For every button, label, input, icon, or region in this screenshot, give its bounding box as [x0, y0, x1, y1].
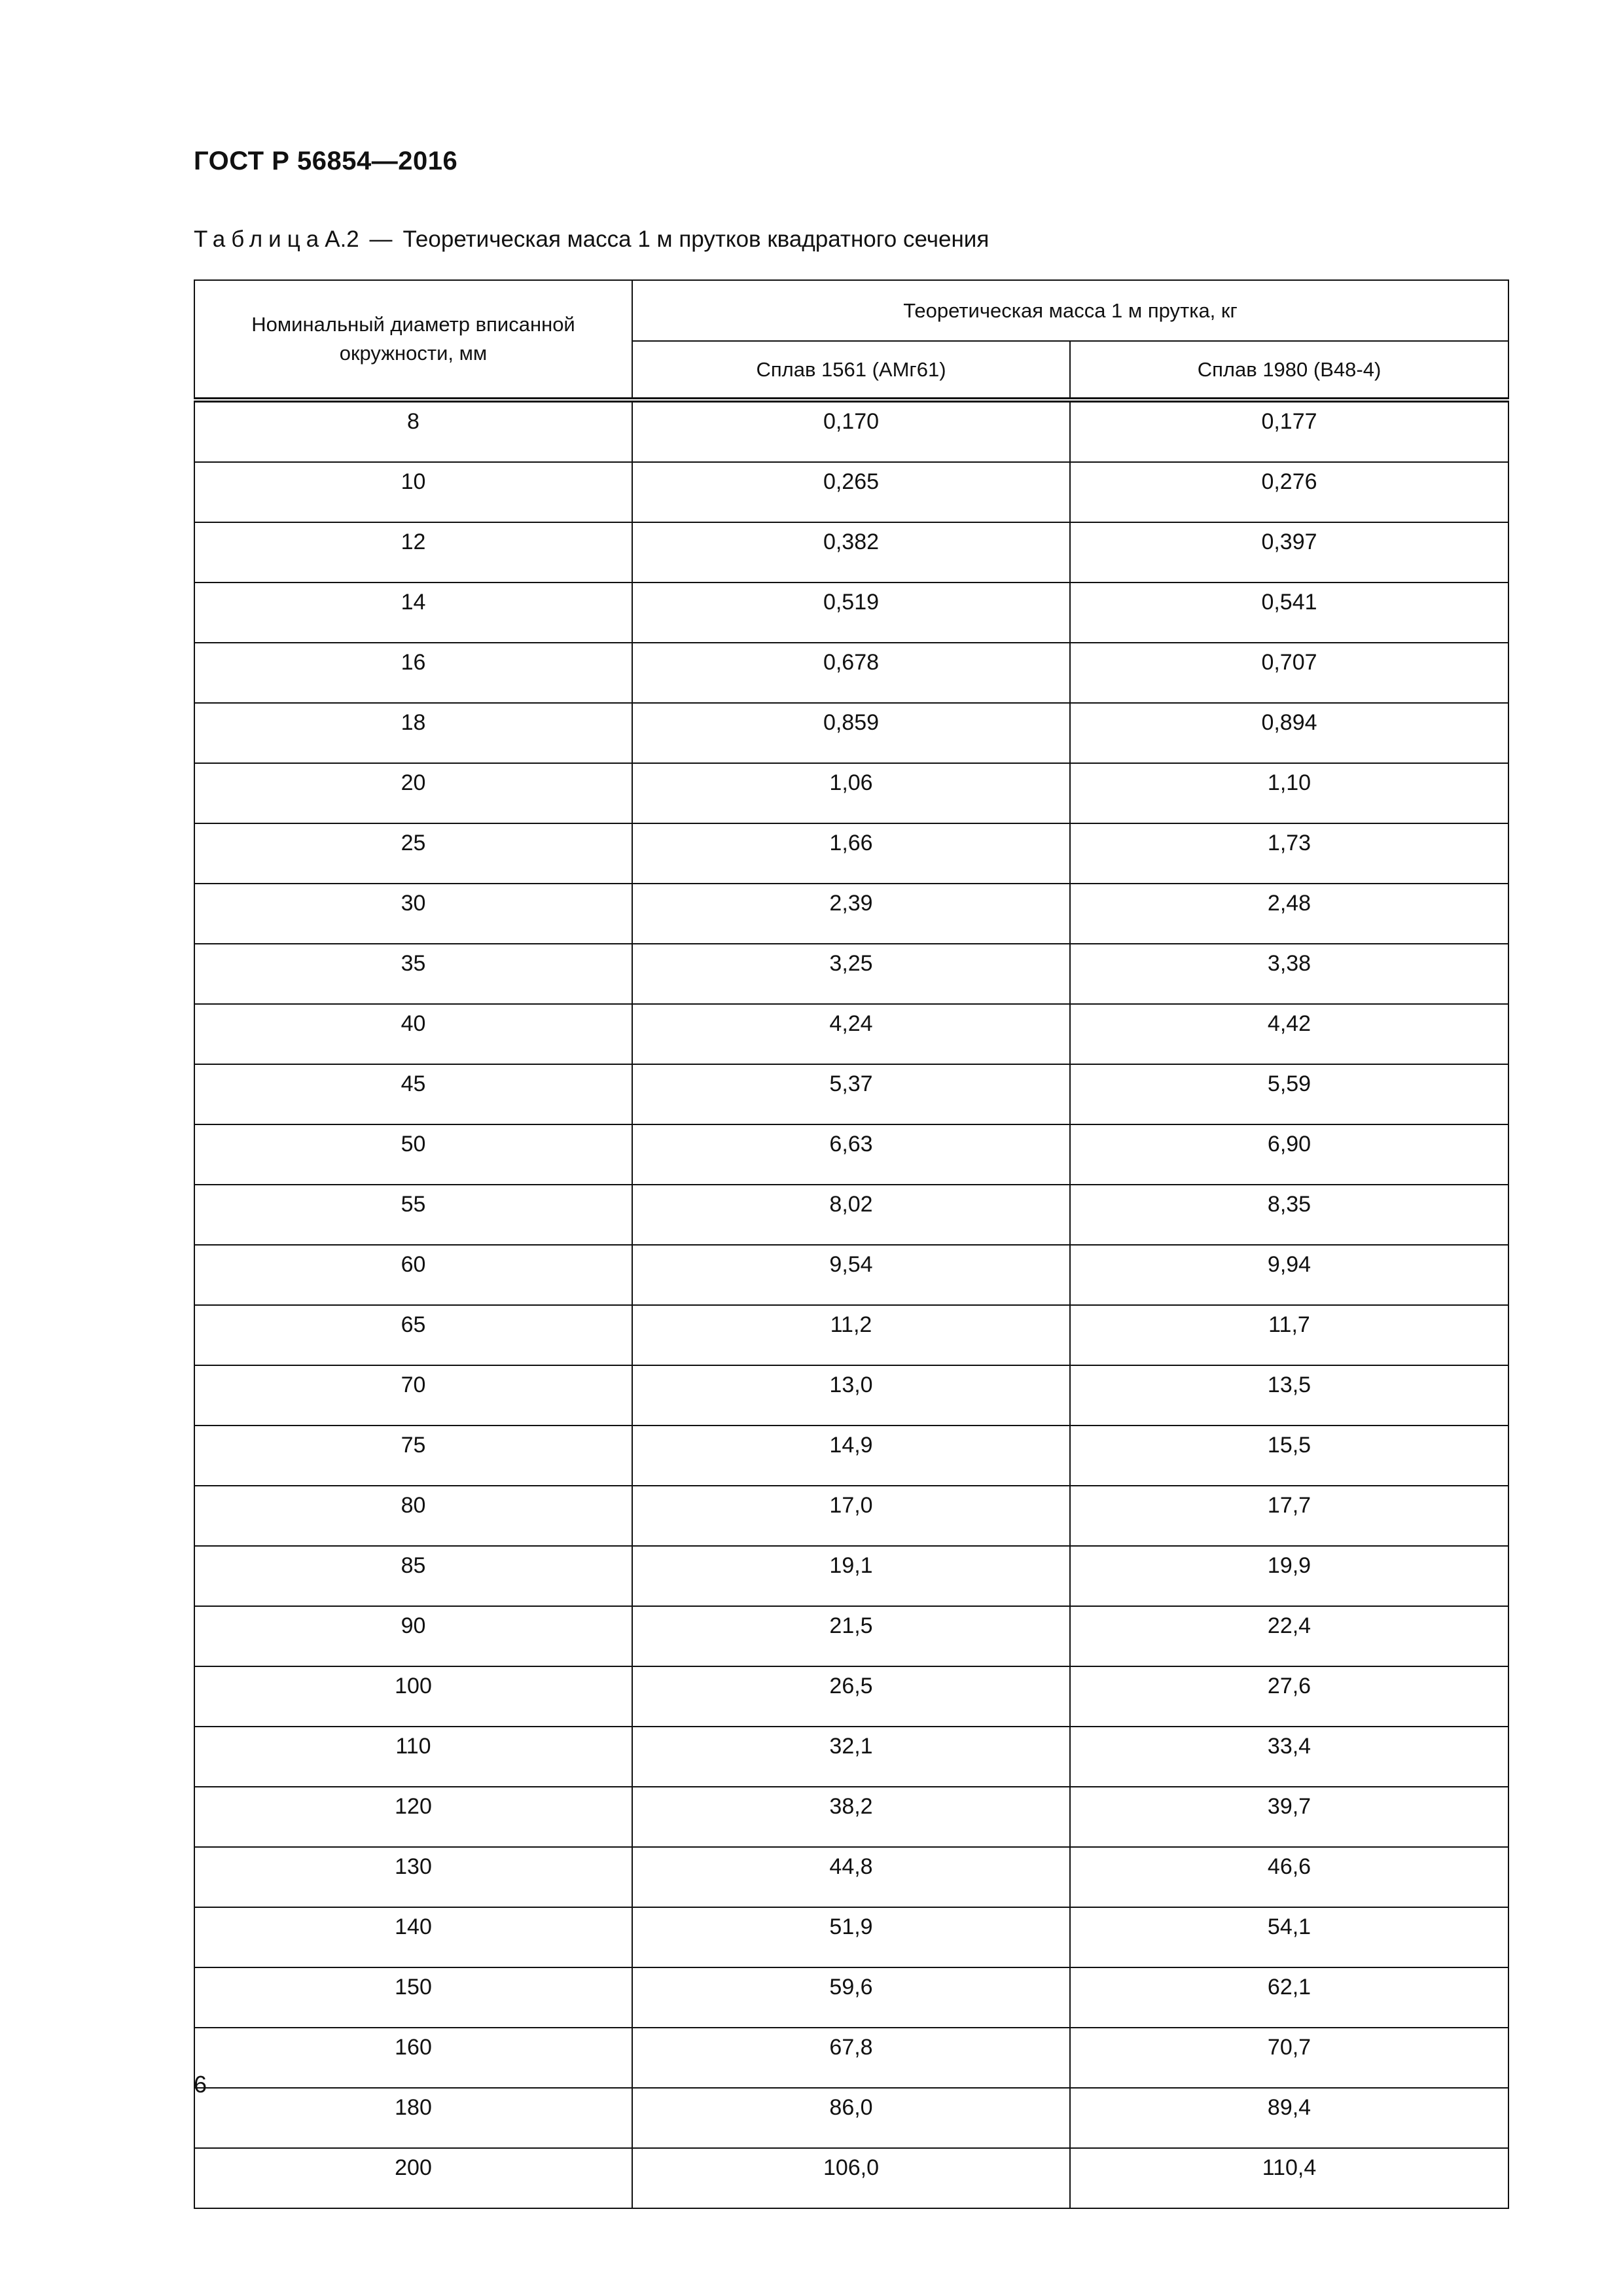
document-code-header: ГОСТ Р 56854—2016: [194, 147, 458, 175]
cell-mass-alloy-1980: 70,7: [1070, 2028, 1508, 2088]
cell-mass-alloy-1561: 1,66: [632, 823, 1070, 884]
table-row: [194, 1185, 1508, 1245]
table-row: [194, 944, 1508, 1004]
cell-mass-alloy-1980: 3,38: [1070, 944, 1508, 1004]
cell-mass-alloy-1561: 0,859: [632, 703, 1070, 763]
table-row: [194, 1727, 1508, 1787]
table-row: [194, 1907, 1508, 1967]
cell-mass-alloy-1561: 32,1: [632, 1727, 1070, 1787]
cell-mass-alloy-1561: 6,63: [632, 1124, 1070, 1185]
cell-diameter: 90: [194, 1606, 632, 1666]
table-row: [194, 1004, 1508, 1064]
cell-mass-alloy-1980: 39,7: [1070, 1787, 1508, 1847]
cell-diameter: 12: [194, 522, 632, 583]
table-row: [194, 2028, 1508, 2088]
cell-mass-alloy-1561: 11,2: [632, 1305, 1070, 1365]
cell-mass-alloy-1561: 0,382: [632, 522, 1070, 583]
table-header: [194, 280, 1508, 400]
table-row: [194, 763, 1508, 823]
table-row: [194, 522, 1508, 583]
table-row: [194, 1546, 1508, 1606]
cell-mass-alloy-1980: 5,59: [1070, 1064, 1508, 1124]
cell-mass-alloy-1561: 59,6: [632, 1967, 1070, 2028]
cell-diameter: 50: [194, 1124, 632, 1185]
mass-table: [194, 279, 1509, 2209]
cell-mass-alloy-1561: 0,519: [632, 583, 1070, 643]
cell-diameter: 40: [194, 1004, 632, 1064]
cell-diameter: 110: [194, 1727, 632, 1787]
cell-mass-alloy-1561: 21,5: [632, 1606, 1070, 1666]
cell-diameter: 150: [194, 1967, 632, 2028]
table-row: [194, 643, 1508, 703]
cell-mass-alloy-1980: 27,6: [1070, 1666, 1508, 1727]
cell-mass-alloy-1561: 86,0: [632, 2088, 1070, 2148]
table-row: [194, 1426, 1508, 1486]
cell-mass-alloy-1980: 11,7: [1070, 1305, 1508, 1365]
cell-diameter: 130: [194, 1847, 632, 1907]
cell-diameter: 8: [194, 400, 632, 462]
table-row: [194, 1847, 1508, 1907]
cell-mass-alloy-1561: 9,54: [632, 1245, 1070, 1305]
cell-mass-alloy-1561: 44,8: [632, 1847, 1070, 1907]
cell-mass-alloy-1980: 1,10: [1070, 763, 1508, 823]
cell-mass-alloy-1561: 0,265: [632, 462, 1070, 522]
cell-diameter: 14: [194, 583, 632, 643]
cell-diameter: 45: [194, 1064, 632, 1124]
table-row: [194, 2088, 1508, 2148]
table-caption-separator: —: [369, 226, 393, 252]
table-caption-number: А.2: [325, 226, 359, 252]
table-row: [194, 462, 1508, 522]
cell-mass-alloy-1980: 110,4: [1070, 2148, 1508, 2208]
cell-mass-alloy-1561: 14,9: [632, 1426, 1070, 1486]
cell-mass-alloy-1980: 46,6: [1070, 1847, 1508, 1907]
table-row: [194, 1787, 1508, 1847]
cell-diameter: 60: [194, 1245, 632, 1305]
page-number: 6: [194, 2071, 207, 2098]
cell-mass-alloy-1980: 22,4: [1070, 1606, 1508, 1666]
cell-mass-alloy-1980: 0,177: [1070, 400, 1508, 462]
cell-diameter: 35: [194, 944, 632, 1004]
cell-mass-alloy-1980: 0,541: [1070, 583, 1508, 643]
table-row: [194, 1967, 1508, 2028]
cell-mass-alloy-1980: 4,42: [1070, 1004, 1508, 1064]
table-row: [194, 884, 1508, 944]
cell-diameter: 70: [194, 1365, 632, 1426]
cell-diameter: 160: [194, 2028, 632, 2088]
cell-mass-alloy-1980: 17,7: [1070, 1486, 1508, 1546]
cell-diameter: 75: [194, 1426, 632, 1486]
table-row: [194, 1666, 1508, 1727]
cell-mass-alloy-1980: 19,9: [1070, 1546, 1508, 1606]
cell-mass-alloy-1980: 0,397: [1070, 522, 1508, 583]
cell-diameter: 20: [194, 763, 632, 823]
table-row: [194, 2148, 1508, 2208]
cell-diameter: 85: [194, 1546, 632, 1606]
table-caption: [194, 226, 989, 253]
cell-mass-alloy-1980: 33,4: [1070, 1727, 1508, 1787]
cell-mass-alloy-1980: 8,35: [1070, 1185, 1508, 1245]
cell-diameter: 200: [194, 2148, 632, 2208]
cell-diameter: 120: [194, 1787, 632, 1847]
table-row: [194, 703, 1508, 763]
cell-mass-alloy-1561: 13,0: [632, 1365, 1070, 1426]
cell-mass-alloy-1561: 19,1: [632, 1546, 1070, 1606]
table-body: [194, 400, 1508, 2208]
column-header-diameter: Номинальный диаметр вписанной окружности, мм: [194, 280, 632, 400]
cell-mass-alloy-1980: 9,94: [1070, 1245, 1508, 1305]
table-header-row: [194, 280, 1508, 341]
table-row: [194, 823, 1508, 884]
cell-mass-alloy-1980: 0,707: [1070, 643, 1508, 703]
cell-mass-alloy-1561: 38,2: [632, 1787, 1070, 1847]
table-row: [194, 1245, 1508, 1305]
cell-mass-alloy-1980: 0,894: [1070, 703, 1508, 763]
column-header-mass-group: Теоретическая масса 1 м прутка, кг: [632, 280, 1508, 341]
cell-mass-alloy-1561: 1,06: [632, 763, 1070, 823]
table-row: [194, 1365, 1508, 1426]
table-row: [194, 583, 1508, 643]
cell-mass-alloy-1561: 0,678: [632, 643, 1070, 703]
cell-diameter: 25: [194, 823, 632, 884]
cell-mass-alloy-1561: 51,9: [632, 1907, 1070, 1967]
table-row: [194, 1064, 1508, 1124]
cell-mass-alloy-1561: 17,0: [632, 1486, 1070, 1546]
cell-mass-alloy-1980: 6,90: [1070, 1124, 1508, 1185]
cell-diameter: 55: [194, 1185, 632, 1245]
cell-mass-alloy-1980: 1,73: [1070, 823, 1508, 884]
table-row: [194, 1606, 1508, 1666]
cell-mass-alloy-1561: 8,02: [632, 1185, 1070, 1245]
cell-mass-alloy-1980: 0,276: [1070, 462, 1508, 522]
cell-diameter: 10: [194, 462, 632, 522]
cell-mass-alloy-1980: 2,48: [1070, 884, 1508, 944]
cell-mass-alloy-1980: 15,5: [1070, 1426, 1508, 1486]
cell-mass-alloy-1980: 13,5: [1070, 1365, 1508, 1426]
column-header-alloy-1561: Сплав 1561 (АМг61): [632, 341, 1070, 400]
cell-diameter: 80: [194, 1486, 632, 1546]
cell-mass-alloy-1980: 54,1: [1070, 1907, 1508, 1967]
cell-mass-alloy-1980: 89,4: [1070, 2088, 1508, 2148]
cell-diameter: 65: [194, 1305, 632, 1365]
cell-diameter: 180: [194, 2088, 632, 2148]
cell-mass-alloy-1561: 26,5: [632, 1666, 1070, 1727]
cell-mass-alloy-1561: 3,25: [632, 944, 1070, 1004]
table-row: [194, 1124, 1508, 1185]
cell-diameter: 18: [194, 703, 632, 763]
cell-mass-alloy-1561: 5,37: [632, 1064, 1070, 1124]
cell-mass-alloy-1561: 2,39: [632, 884, 1070, 944]
column-header-alloy-1980: Сплав 1980 (В48-4): [1070, 341, 1508, 400]
cell-diameter: 140: [194, 1907, 632, 1967]
cell-mass-alloy-1561: 0,170: [632, 400, 1070, 462]
table-row: [194, 1305, 1508, 1365]
cell-mass-alloy-1561: 106,0: [632, 2148, 1070, 2208]
cell-diameter: 16: [194, 643, 632, 703]
cell-mass-alloy-1980: 62,1: [1070, 1967, 1508, 2028]
cell-diameter: 30: [194, 884, 632, 944]
table-row: [194, 400, 1508, 462]
table-row: [194, 1486, 1508, 1546]
cell-mass-alloy-1561: 67,8: [632, 2028, 1070, 2088]
cell-diameter: 100: [194, 1666, 632, 1727]
cell-mass-alloy-1561: 4,24: [632, 1004, 1070, 1064]
table-caption-label: Таблица: [194, 226, 325, 252]
table-caption-text: Теоретическая масса 1 м прутков квадратного сечения: [402, 226, 990, 252]
